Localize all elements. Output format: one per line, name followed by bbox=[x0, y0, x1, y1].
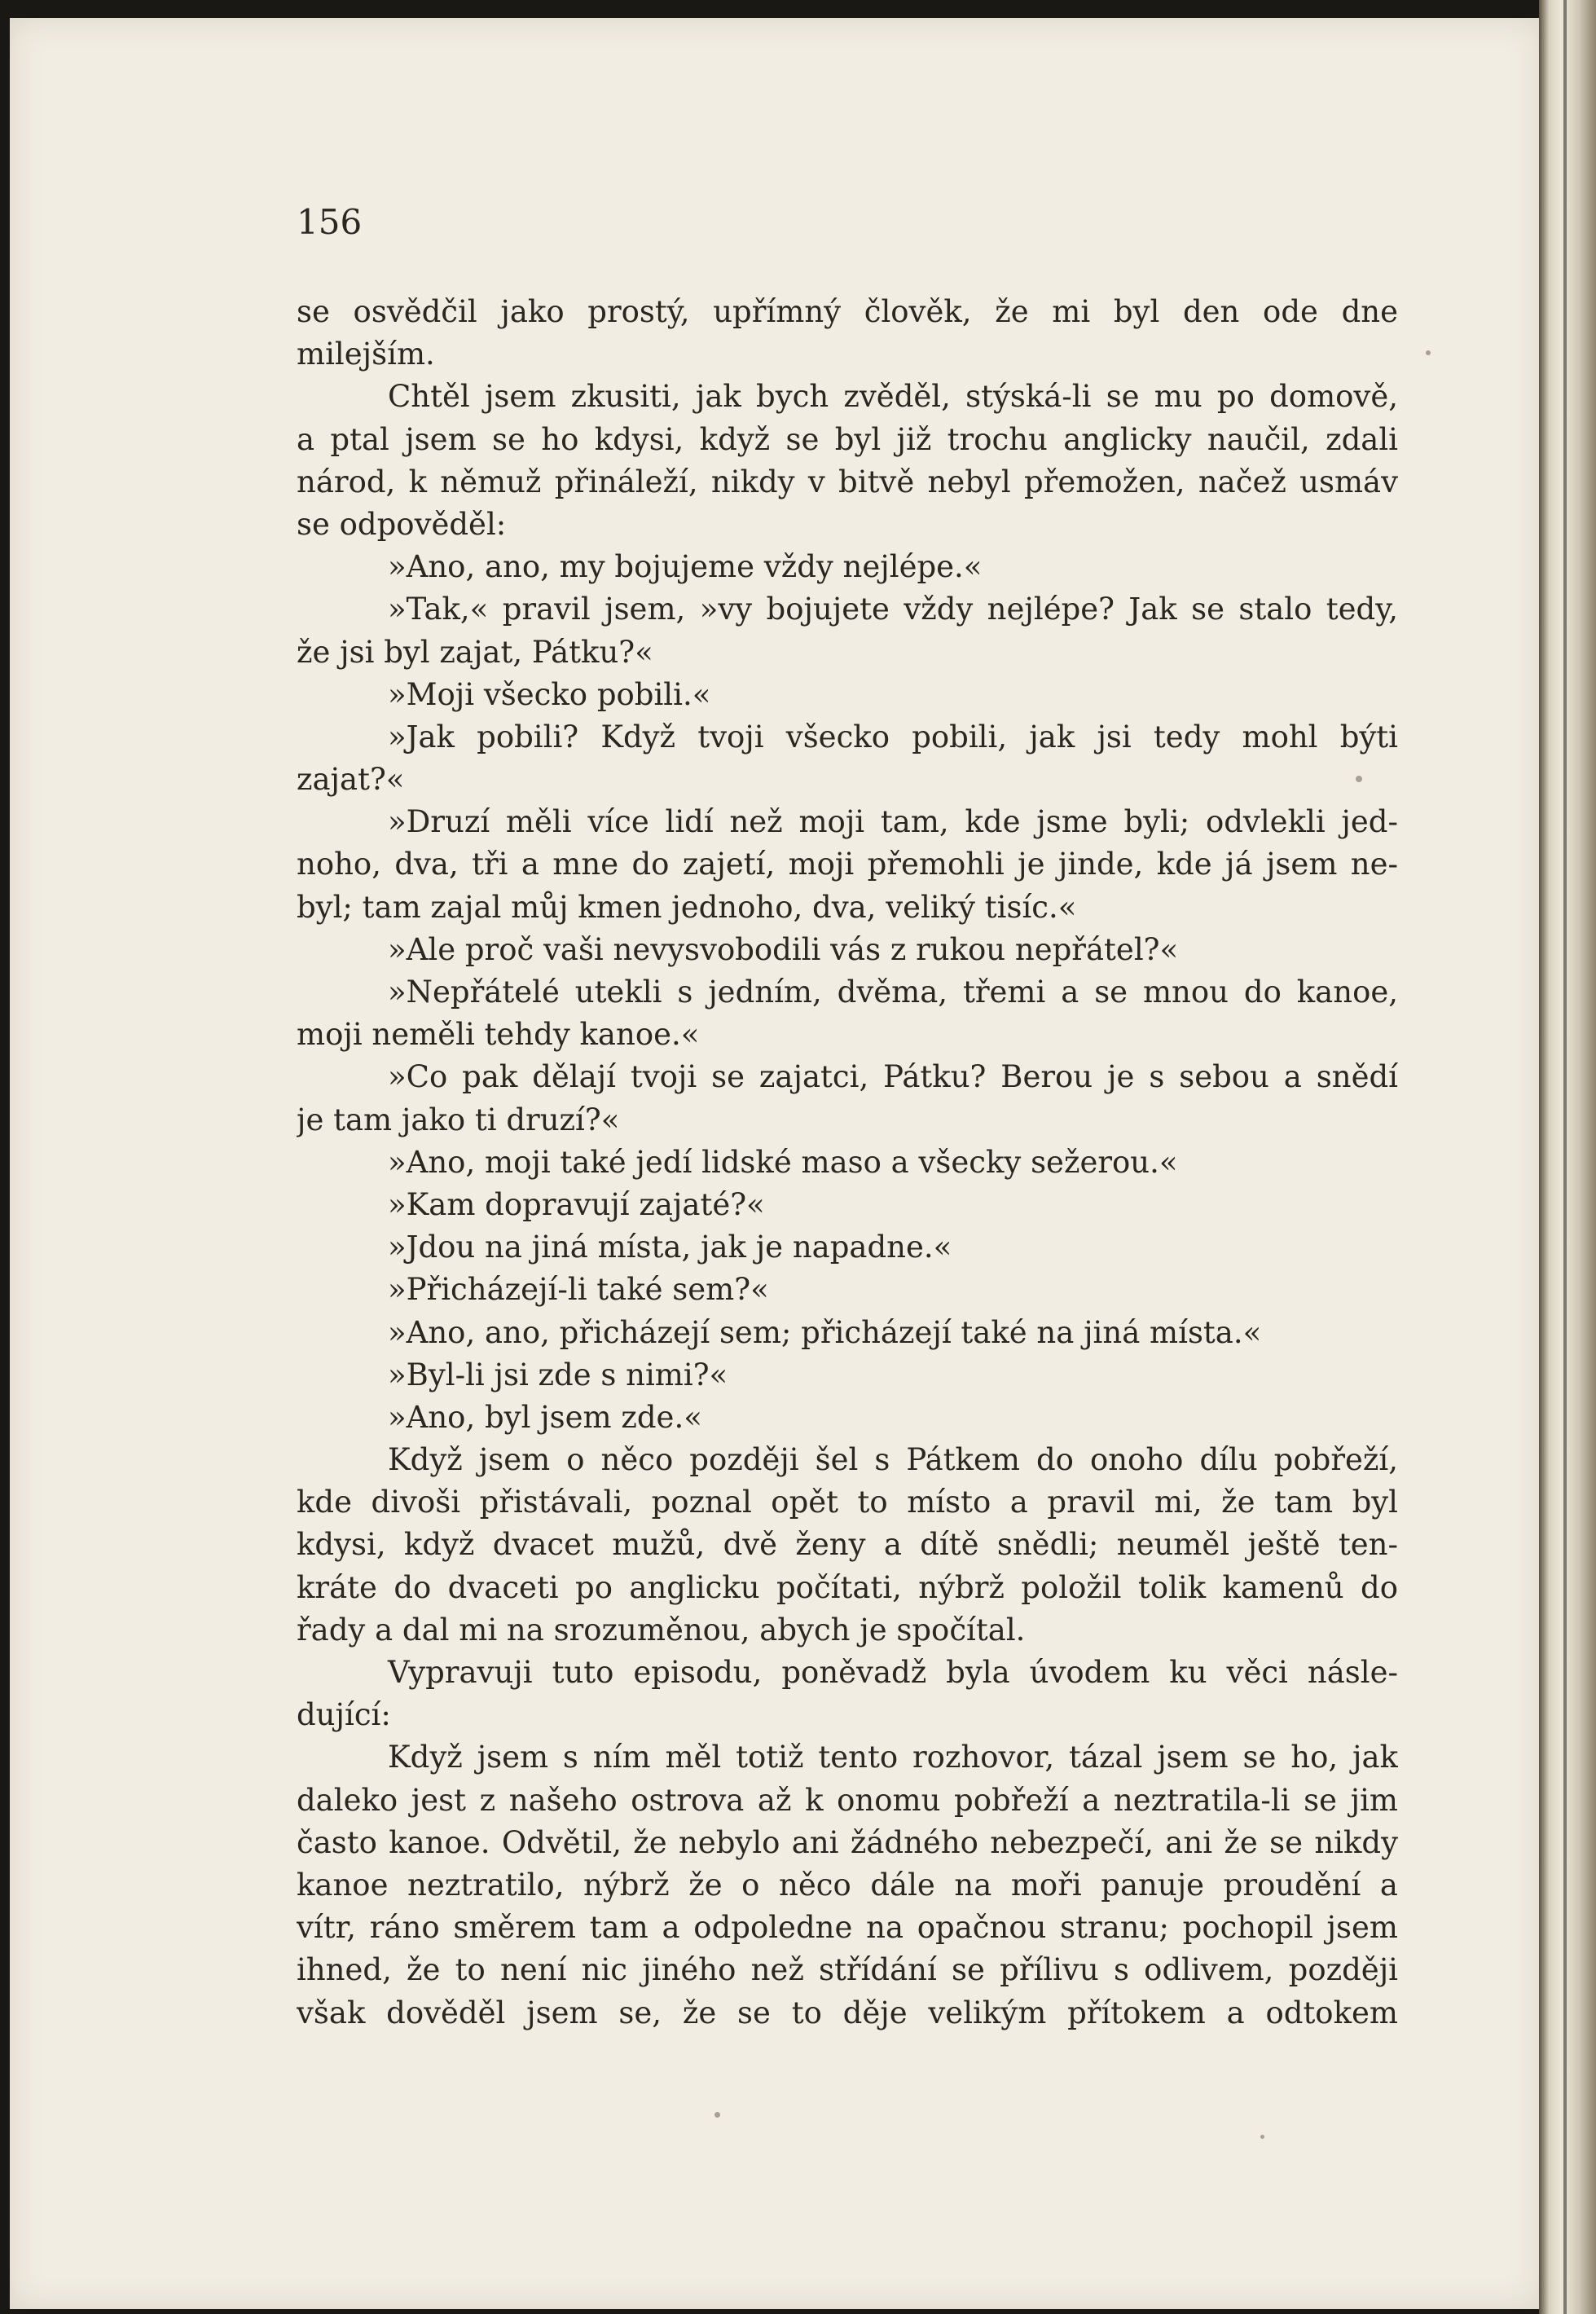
book-page bbox=[10, 18, 1541, 2309]
text-line: »Nepřátelé utekli s jedním, dvěma, třemi a se mnou do kanoe, bbox=[388, 974, 1398, 1010]
text-line: kdysi, když dvacet mužů, dvě ženy a dítě snědli; neuměl ještě ten- bbox=[297, 1527, 1398, 1563]
text-line: moji neměli tehdy kanoe.« bbox=[297, 1017, 700, 1053]
text-line: milejším. bbox=[297, 337, 435, 372]
text-line: byl; tam zajal můj kmen jednoho, dva, veliký tisíc.« bbox=[297, 889, 1077, 925]
text-line: »Jak pobili? Když tvoji všecko pobili, jak jsi tedy mohl býti bbox=[388, 719, 1398, 754]
text-line: ihned, že to není nic jiného než střídání se přílivu s odlivem, později bbox=[297, 1952, 1398, 1988]
text-line: však dověděl jsem se, že se to děje velikým přítokem a odtokem bbox=[297, 1995, 1398, 2030]
text-line: národ, k němuž přináleží, nikdy v bitvě nebyl přemožen, načež usmáv bbox=[297, 464, 1398, 499]
text-line: »Co pak dělají tvoji se zajatci, Pátku? Berou je s sebou a snědí bbox=[388, 1059, 1398, 1095]
text-line: a ptal jsem se ho kdysi, když se byl již trochu anglicky naučil, zdali bbox=[297, 421, 1398, 457]
paper-speck bbox=[714, 2112, 720, 2118]
text-line: »Ano, ano, přicházejí sem; přicházejí také na jiná místa.« bbox=[388, 1314, 1262, 1350]
text-line: řady a dal mi na srozuměnou, abych je spočítal. bbox=[297, 1612, 1026, 1648]
text-line: noho, dva, tři a mne do zajetí, moji přemohli je jinde, kde já jsem ne- bbox=[297, 847, 1398, 882]
page-number: 156 bbox=[297, 202, 363, 242]
text-line: Když jsem s ním měl totiž tento rozhovor, tázal jsem se ho, jak bbox=[388, 1740, 1398, 1775]
text-line: »Ano, byl jsem zde.« bbox=[388, 1399, 702, 1435]
text-line: se odpověděl: bbox=[297, 506, 507, 542]
spine-shadow-line bbox=[1563, 0, 1567, 2314]
text-line: Vypravuji tuto episodu, poněvadž byla úvodem ku věci násle- bbox=[388, 1655, 1398, 1690]
page-text bbox=[297, 291, 1398, 2035]
text-line: kráte do dvaceti po anglicku počítati, nýbrž položil tolik kamenů do bbox=[297, 1569, 1398, 1605]
text-line: dující: bbox=[297, 1697, 391, 1733]
text-line: kde divoši přistávali, poznal opět to místo a pravil mi, že tam byl bbox=[297, 1485, 1398, 1520]
text-line: je tam jako ti druzí?« bbox=[297, 1102, 620, 1137]
text-line: že jsi byl zajat, Pátku?« bbox=[297, 634, 653, 670]
paper-speck bbox=[1356, 776, 1362, 782]
text-line: často kanoe. Odvětil, že nebylo ani žádného nebezpečí, ani že se nikdy bbox=[297, 1824, 1398, 1860]
text-line: Chtěl jsem zkusiti, jak bych zvěděl, stýská-li se mu po domově, bbox=[388, 379, 1398, 415]
book-spine-edge bbox=[1539, 0, 1596, 2314]
text-line: »Druzí měli více lidí než moji tam, kde jsme byli; odvlekli jed- bbox=[388, 804, 1398, 840]
text-line: kanoe neztratilo, nýbrž že o něco dále na moři panuje proudění a bbox=[297, 1867, 1398, 1903]
text-line: »Ale proč vaši nevysvobodili vás z rukou nepřátel?« bbox=[388, 931, 1179, 967]
text-line: »Kam dopravují zajaté?« bbox=[388, 1186, 765, 1222]
text-line: »Jdou na jiná místa, jak je napadne.« bbox=[388, 1230, 952, 1265]
text-line: se osvědčil jako prostý, upřímný člověk, že mi byl den ode dne bbox=[297, 294, 1398, 329]
text-line: zajat?« bbox=[297, 762, 405, 798]
text-line: »Tak,« pravil jsem, »vy bojujete vždy nejlépe? Jak se stalo tedy, bbox=[388, 592, 1398, 627]
text-line: »Moji všecko pobili.« bbox=[388, 676, 711, 712]
text-line: »Ano, ano, my bojujeme vždy nejlépe.« bbox=[388, 549, 983, 585]
text-line: »Přicházejí-li také sem?« bbox=[388, 1272, 769, 1308]
text-line: Když jsem o něco později šel s Pátkem do onoho dílu pobřeží, bbox=[388, 1442, 1398, 1478]
text-line: vítr, ráno směrem tam a odpoledne na opačnou stranu; pochopil jsem bbox=[297, 1910, 1398, 1946]
paper-speck bbox=[1426, 350, 1431, 355]
text-line: »Byl-li jsi zde s nimi?« bbox=[388, 1357, 728, 1392]
text-line: daleko jest z našeho ostrova až k onomu pobřeží a neztratila-li se jim bbox=[297, 1782, 1398, 1818]
text-line: »Ano, moji také jedí lidské maso a všecky sežerou.« bbox=[388, 1144, 1178, 1180]
paper-speck bbox=[1260, 2135, 1264, 2139]
